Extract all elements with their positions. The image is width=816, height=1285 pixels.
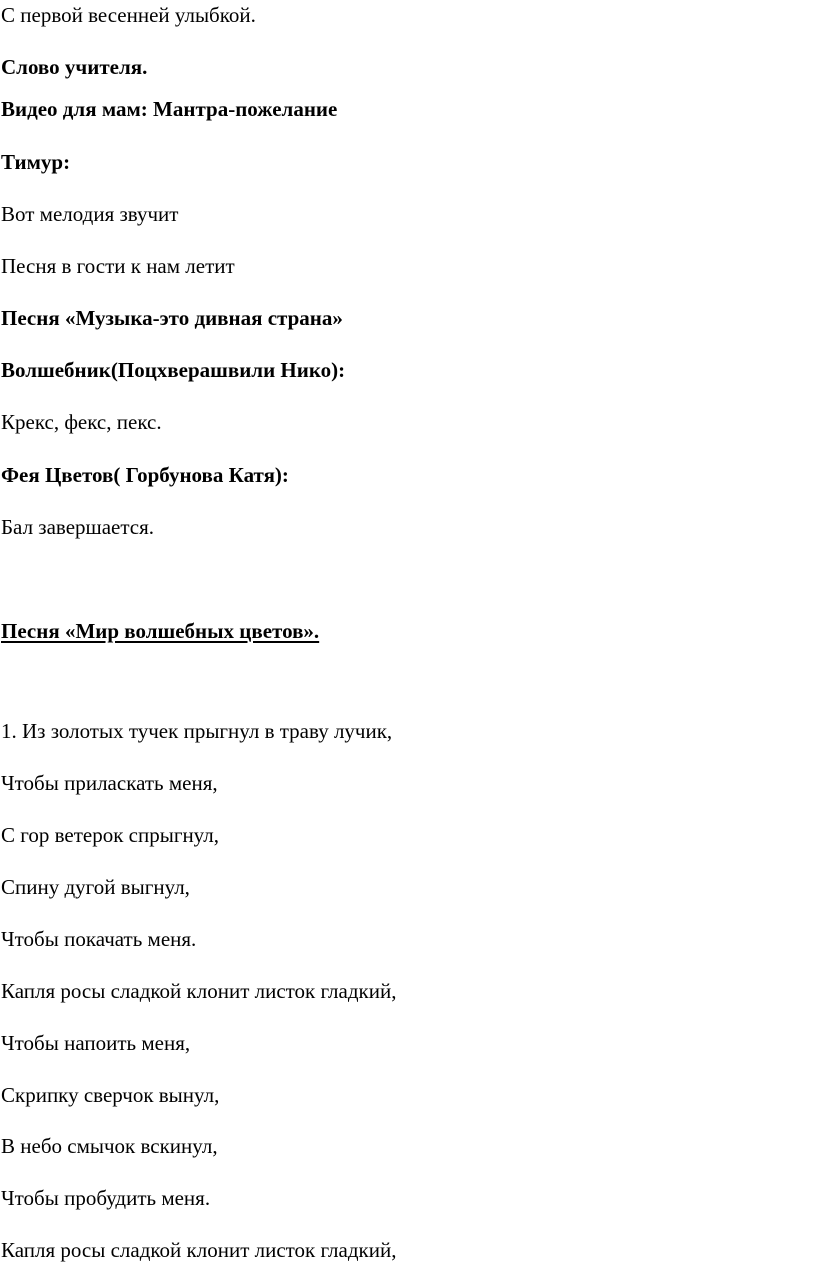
text-line: Песня в гости к нам летит [1, 254, 235, 278]
lyric-line: Скрипку сверчок вынул, [1, 1083, 220, 1107]
text-line: Вот мелодия звучит [1, 202, 179, 226]
speaker-wizard: Волшебник(Поцхверашвили Нико): [1, 358, 346, 382]
lyric-line: В небо смычок вскинул, [1, 1134, 218, 1158]
heading-teacher-word: Слово учителя. [1, 55, 148, 79]
heading-song-flowers: Песня «Мир волшебных цветов». [1, 619, 320, 643]
lyric-line: Чтобы напоить меня, [1, 1031, 191, 1055]
lyric-line: Чтобы покачать меня. [1, 927, 197, 951]
text-line: С первой весенней улыбкой. [1, 3, 256, 27]
lyric-line: Спину дугой выгнул, [1, 875, 190, 899]
speaker-fairy: Фея Цветов( Горбунова Катя): [1, 463, 289, 487]
lyric-line: 1. Из золотых тучек прыгнул в траву лучик, [1, 719, 393, 743]
lyric-line: Капля росы сладкой клонит листок гладкий, [1, 1238, 397, 1262]
lyric-line: Чтобы приласкать меня, [1, 771, 218, 795]
lyric-line: Капля росы сладкой клонит листок гладкий, [1, 979, 397, 1003]
heading-song-music: Песня «Музыка-это дивная страна» [1, 306, 343, 330]
text-line: Крекс, фекс, пекс. [1, 410, 162, 434]
lyric-line: С гор ветерок спрыгнул, [1, 823, 219, 847]
speaker-timur: Тимур: [1, 150, 71, 174]
text-line: Бал завершается. [1, 515, 154, 539]
heading-video: Видео для мам: Мантра-пожелание [1, 97, 338, 121]
lyric-line: Чтобы пробудить меня. [1, 1186, 211, 1210]
